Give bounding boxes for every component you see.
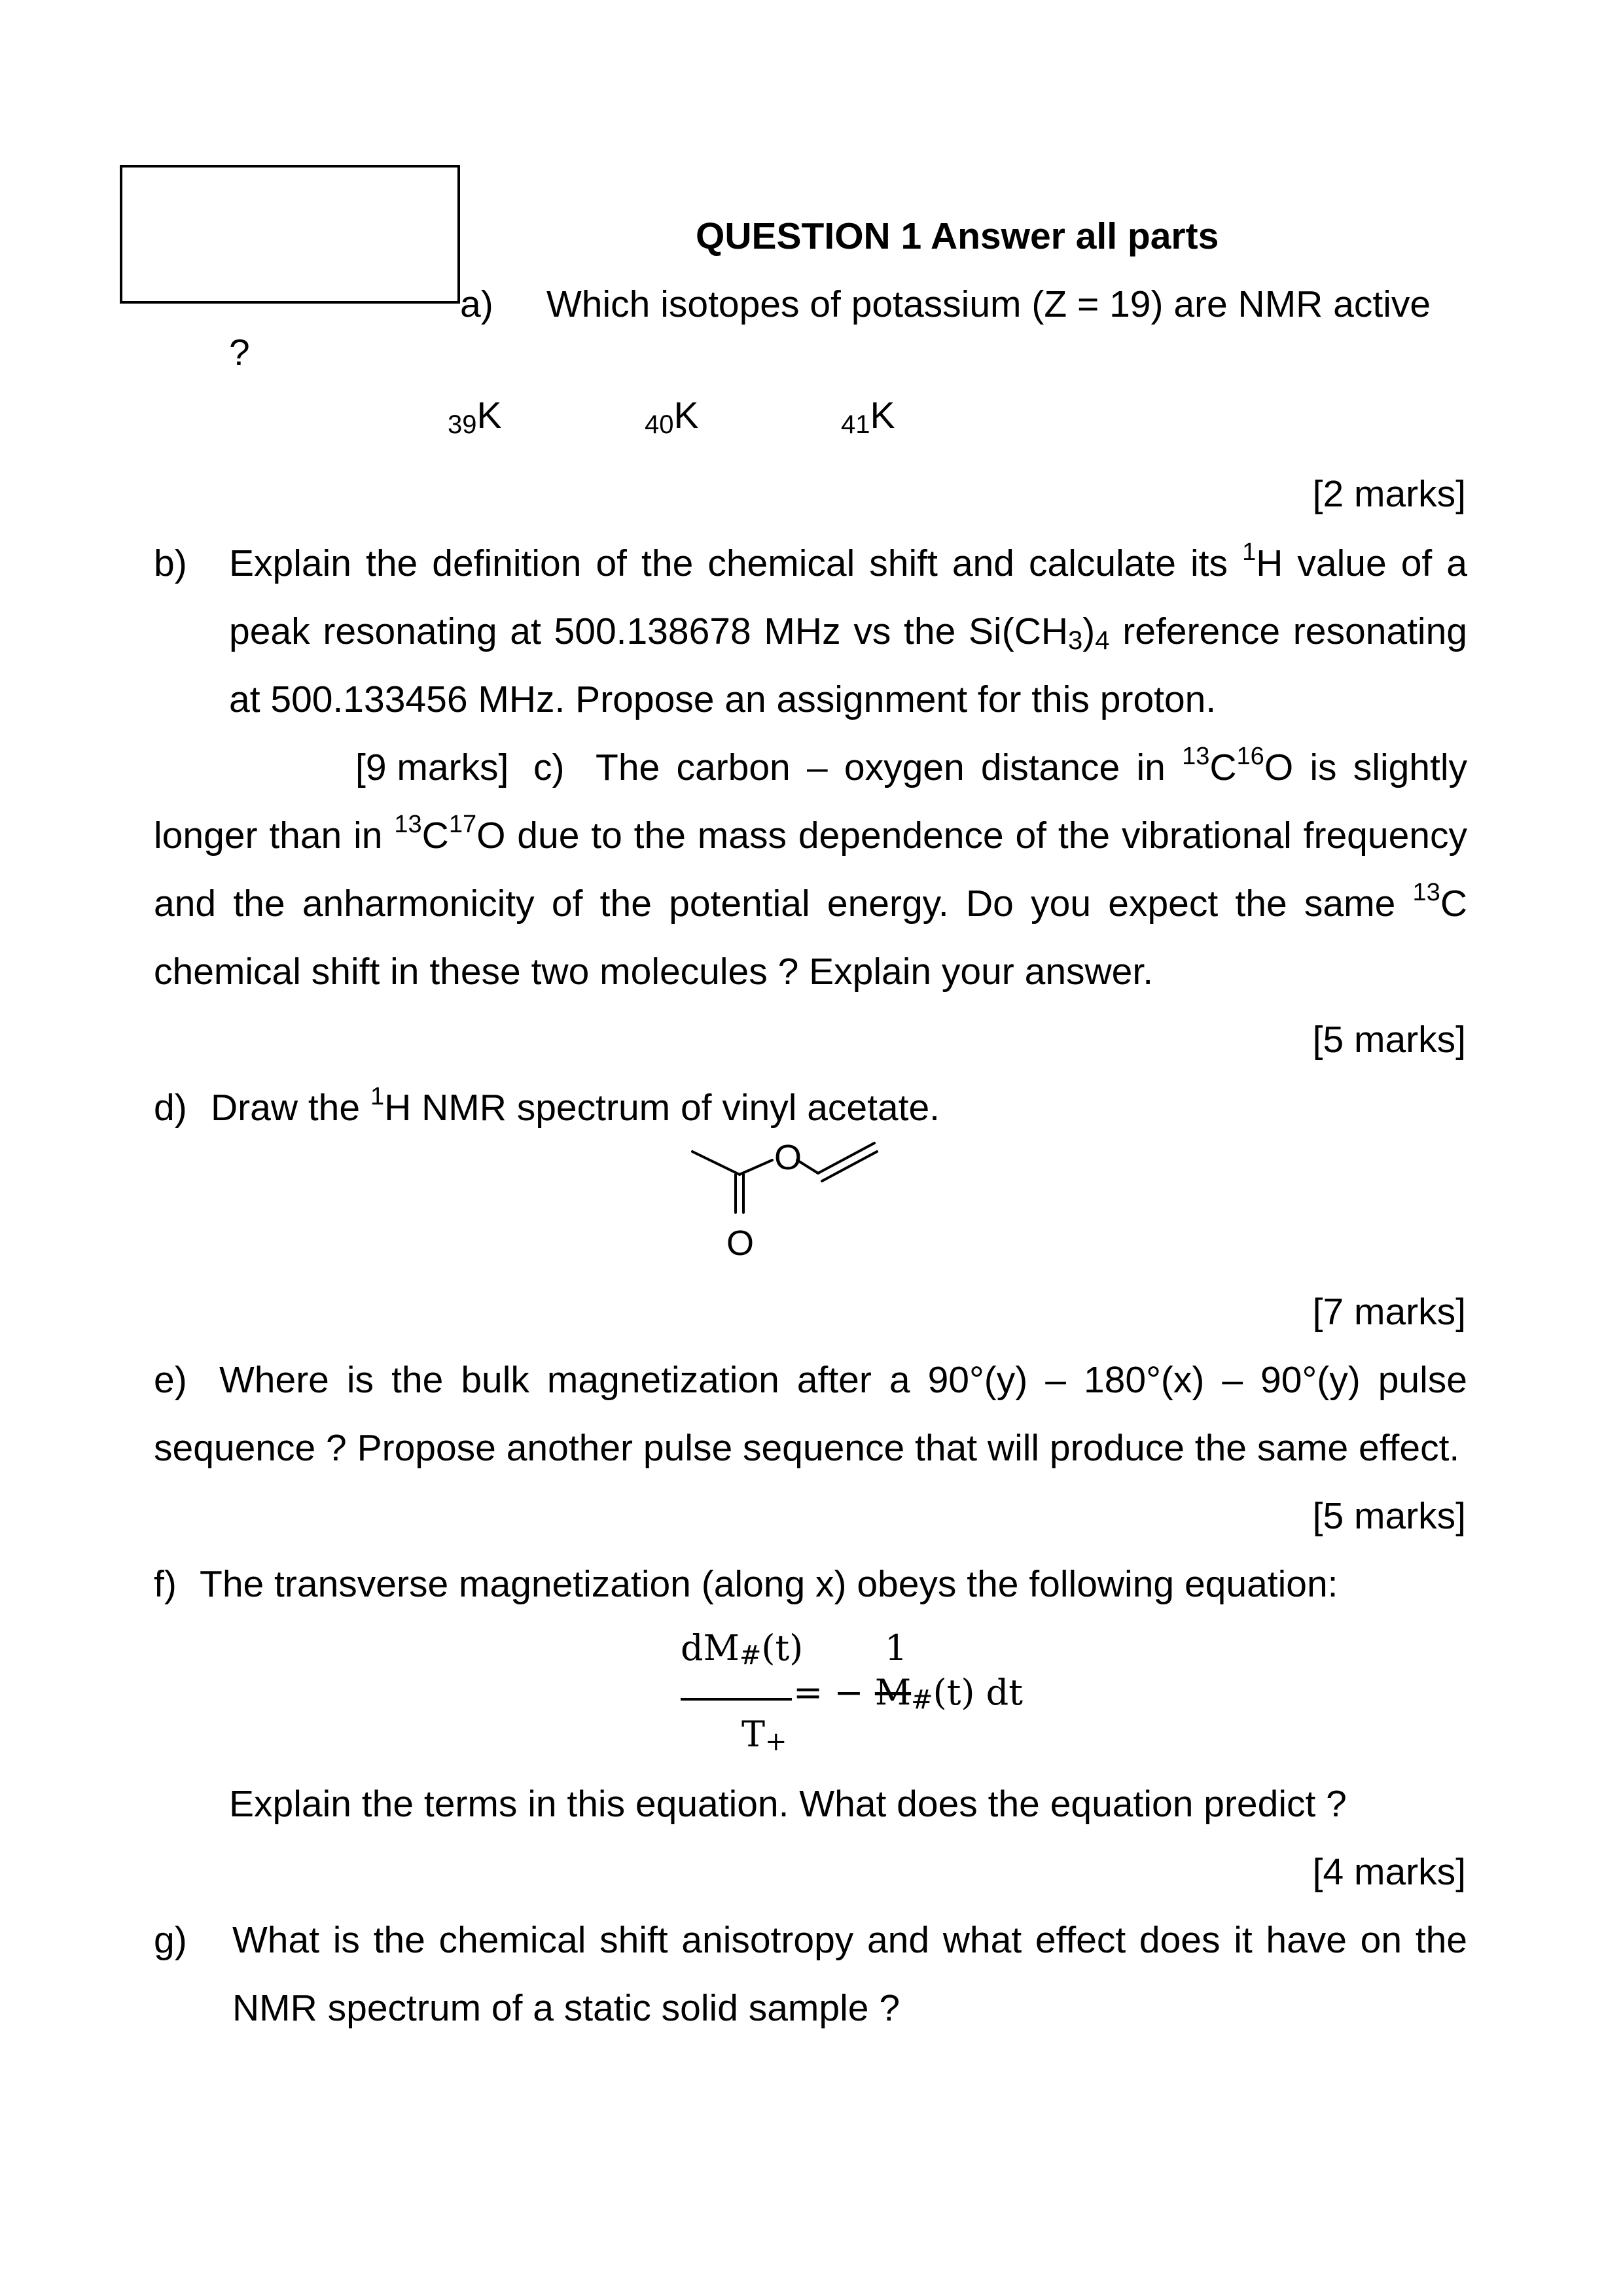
equation-denominator bbox=[741, 1714, 787, 1757]
part-f-label: f) bbox=[154, 1563, 177, 1605]
part-b-line-1 bbox=[229, 539, 1467, 584]
part-b-line-2 bbox=[229, 610, 1467, 655]
question-title: QUESTION 1 Answer all parts bbox=[696, 215, 1219, 257]
part-c-iso1-o: O is slightly bbox=[1264, 747, 1468, 788]
part-f-text: The transverse magnetization (along x) obeys the following equation: bbox=[200, 1563, 1338, 1605]
part-b-label: b) bbox=[154, 542, 187, 584]
part-e-marks: [5 marks] bbox=[1312, 1495, 1466, 1537]
part-e-line-1: Where is the bulk magnetization after a 90°(y) – 180°(x) – 90°(y) pulse bbox=[219, 1359, 1467, 1401]
equation-rhs-m: M bbox=[874, 1672, 912, 1713]
part-c-line-3-pre: and the anharmonicity of the potential energy. Do you expect the same bbox=[154, 883, 1396, 925]
equation-fraction-bar bbox=[681, 1698, 792, 1701]
part-b-line-2-sub-4: 4 bbox=[1095, 626, 1110, 655]
isotope-k39-mass: 39 bbox=[448, 410, 477, 439]
part-a-question-mark: ? bbox=[229, 332, 250, 374]
part-b-line-1-sup: 1 bbox=[1242, 539, 1257, 566]
equation-numerator-sub: # bbox=[739, 1640, 762, 1670]
part-f-marks: [4 marks] bbox=[1312, 1851, 1466, 1893]
part-c-line-3 bbox=[154, 879, 1467, 925]
part-c-iso1-c-mass: 13 bbox=[1182, 743, 1210, 770]
part-b-line-2-pre: peak resonating at 500.138678 MHz vs the Si(CH bbox=[229, 610, 1069, 652]
equation-rhs-sub: # bbox=[911, 1685, 933, 1715]
part-c-iso2-c-mass: 13 bbox=[394, 811, 422, 838]
bond-methyl bbox=[692, 1152, 740, 1174]
part-c-marks: [5 marks] bbox=[1312, 1019, 1466, 1061]
part-a-marks: [2 marks] bbox=[1312, 473, 1466, 515]
isotope-k40-mass: 40 bbox=[645, 410, 674, 439]
carbonyl-oxygen: O bbox=[726, 1224, 755, 1263]
part-a-label: a) bbox=[460, 283, 493, 325]
part-b-marks: [9 marks] bbox=[355, 747, 509, 788]
part-c-line-1 bbox=[596, 743, 1468, 788]
equation-rhs-minus: = − bbox=[793, 1672, 864, 1713]
part-b-line-2-post: reference resonating bbox=[1122, 610, 1467, 652]
isotope-k40 bbox=[645, 395, 699, 439]
part-f-explain: Explain the terms in this equation. What does the equation predict ? bbox=[229, 1783, 1347, 1825]
equation-denominator-t: T bbox=[741, 1714, 766, 1755]
bond-carbonyl-ester bbox=[740, 1160, 772, 1174]
part-c-iso2-o-mass: 17 bbox=[448, 811, 477, 838]
isotope-k41-symbol: K bbox=[870, 395, 895, 436]
part-e-label: e) bbox=[154, 1359, 187, 1401]
part-c-iso1-o-mass: 16 bbox=[1236, 743, 1264, 770]
part-c-line-2 bbox=[154, 811, 1467, 857]
part-b-line-2-paren: ) bbox=[1082, 610, 1096, 652]
part-c-label: c) bbox=[533, 747, 565, 788]
part-d-sup: 1 bbox=[370, 1083, 385, 1110]
part-c-iso2-c: C bbox=[421, 815, 449, 857]
part-b-line-1-pre: Explain the definition of the chemical shift and calculate its bbox=[229, 542, 1228, 584]
part-b-line-3: at 500.133456 MHz. Propose an assignment for this proton. bbox=[229, 679, 1217, 720]
equation-numerator bbox=[681, 1627, 804, 1670]
part-c-line-4: chemical shift in these two molecules ? Explain your answer. bbox=[154, 951, 1154, 993]
equation-denominator-sub: + bbox=[765, 1727, 787, 1757]
equation-numerator-dm: dM bbox=[681, 1627, 740, 1669]
ester-oxygen: O bbox=[774, 1138, 802, 1177]
answer-box bbox=[120, 165, 460, 304]
part-g-line-1: What is the chemical shift anisotropy and what effect does it have on the bbox=[232, 1919, 1467, 1961]
part-d-label: d) bbox=[154, 1087, 187, 1129]
part-a-question: Which isotopes of potassium (Z = 19) are NMR active bbox=[546, 283, 1431, 325]
part-c-iso1-c: C bbox=[1209, 747, 1237, 788]
part-b-line-2-sub-3: 3 bbox=[1068, 626, 1083, 655]
equation-rhs-t-dt: (t) dt bbox=[933, 1672, 1023, 1713]
part-c-line-3-post: C bbox=[1440, 883, 1467, 925]
part-c-line-1-pre: The carbon – oxygen distance in bbox=[596, 747, 1166, 788]
isotope-k40-symbol: K bbox=[673, 395, 699, 436]
equation-one: 1 bbox=[885, 1627, 908, 1669]
equation-numerator-t: (t) bbox=[761, 1627, 804, 1669]
isotope-k39-symbol: K bbox=[476, 395, 502, 436]
part-c-line-2-post: O due to the mass dependence of the vibrational frequency bbox=[476, 815, 1467, 857]
isotope-k41-mass: 41 bbox=[841, 410, 870, 439]
part-d-marks: [7 marks] bbox=[1312, 1291, 1466, 1333]
part-d-text bbox=[211, 1083, 940, 1129]
part-c-line-3-sup: 13 bbox=[1412, 879, 1440, 906]
vinyl-acetate-structure bbox=[681, 1129, 890, 1266]
equation-rhs bbox=[793, 1672, 1023, 1715]
part-c-line-2-pre: longer than in bbox=[154, 815, 383, 857]
part-g-label: g) bbox=[154, 1919, 187, 1961]
part-e-line-2: sequence ? Propose another pulse sequence that will produce the same effect. bbox=[154, 1427, 1460, 1469]
isotope-k41 bbox=[841, 395, 895, 439]
part-d-text-post: H NMR spectrum of vinyl acetate. bbox=[384, 1087, 940, 1129]
part-d-text-pre: Draw the bbox=[211, 1087, 361, 1129]
part-g-line-2: NMR spectrum of a static solid sample ? bbox=[232, 1987, 901, 2029]
isotope-k39 bbox=[448, 395, 502, 439]
part-b-line-1-post: H value of a bbox=[1256, 542, 1467, 584]
